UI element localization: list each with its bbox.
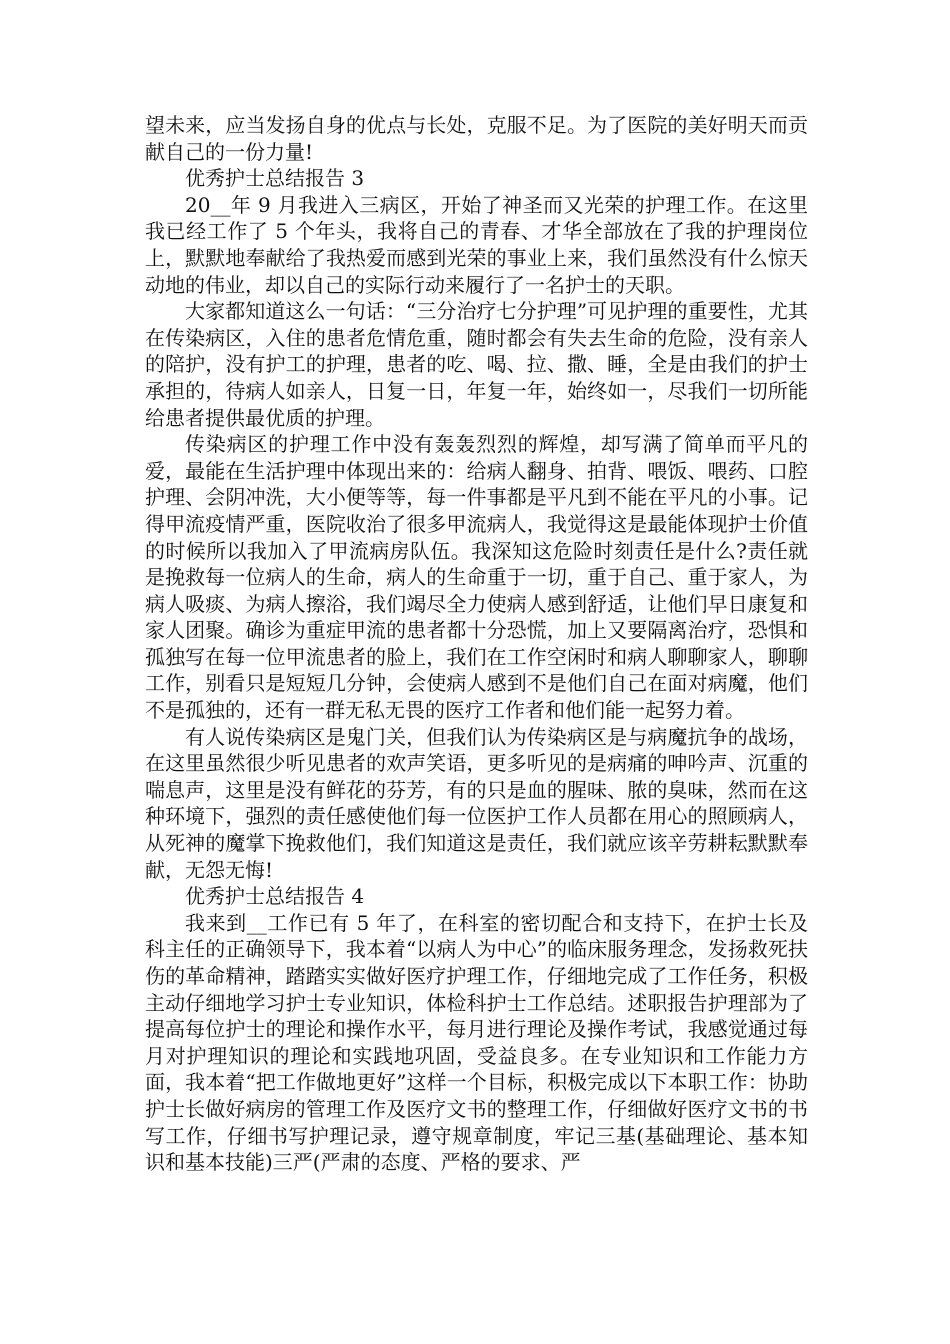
section-heading: 优秀护士总结报告 4 — [185, 884, 365, 909]
paragraph: 传染病区的护理工作中没有轰轰烈烈的辉煌，却写满了简单而平凡的爱，最能在生活护理中体现出来的：给病人翻身、拍背、喂饭、喂药、口腔护理、会阴冲洗，大小便等等，每一件事都是平凡到不能在平凡的小事。记得甲流疫情严重，医院收治了很多甲流病人，我觉得这是最能体现护士价值的时候所以我加入了甲流病房队伍。我深知这危险时刻责任是什么?责任就是挽救每一位病人的生命，病人的生命重于一切，重于自己、重于家人，为病人吸痰、为病人擦浴，我们竭尽全力使病人感到舒适，让他们早日康复和家人团聚。确诊为重症甲流的患者都十分恐慌，加上又要隔离治疗，恐惧和孤独写在每一位甲流患者的脸上，我们在工作空闲时和病人聊聊家人，聊聊工作，别看只是短短几分钟，会使病人感到不是他们自己在面对病魔，他们不是孤独的，还有一群无私无畏的医疗工作者和他们能一起努力着。 — [145, 432, 808, 723]
document-page — [145, 112, 808, 1176]
paragraph: 我来到__工作已有 5 年了，在科室的密切配合和支持下，在护士长及科主任的正确领导下，我本着“以病人为中心”的临床服务理念，发扬救死扶伤的革命精神，踏踏实实做好医疗护理工作，仔细地完成了工作任务，积极主动仔细地学习护士专业知识，体检科护士工作总结。述职报告护理部为了提高每位护士的理论和操作水平，每月进行理论及操作考试，我感觉通过每月对护理知识的理论和实践地巩固，受益良多。在专业知识和工作能力方面，我本着“把工作做地更好”这样一个目标，积极完成以下本职工作：协助护士长做好病房的管理工作及医疗文书的整理工作，仔细做好医疗文书的书写工作，仔细书写护理记录，遵守规章制度，牢记三基(基础理论、基本知识和基本技能)三严(严肃的态度、严格的要求、严 — [145, 910, 808, 1175]
paragraph: 大家都知道这么一句话：“三分治疗七分护理”可见护理的重要性，尤其在传染病区，入住的患者危情危重，随时都会有失去生命的危险，没有亲人的陪护，没有护工的护理，患者的吃、喝、拉、撒、睡，全是由我们的护士承担的，待病人如亲人，日复一日，年复一年，始终如一，尽我们一切所能给患者提供最优质的护理。 — [145, 299, 808, 430]
paragraph: 望未来，应当发扬自身的优点与长处，克服不足。为了医院的美好明天而贡献自己的一份力量! — [145, 113, 808, 164]
paragraph: 有人说传染病区是鬼门关，但我们认为传染病区是与病魔抗争的战场，在这里虽然很少听见患者的欢声笑语，更多听见的是病痛的呻吟声、沉重的喘息声，这里是没有鲜花的芬芳，有的只是血的腥味、脓的臭味，然而在这种环境下，强烈的责任感使他们每一位医护工作人员都在用心的照顾病人，从死神的魔掌下挽救他们，我们知道这是责任，我们就应该辛劳耕耘默默奉献，无怨无悔! — [145, 724, 808, 882]
paragraph: 20__年 9 月我进入三病区，开始了神圣而又光荣的护理工作。在这里我已经工作了 5 个年头，我将自己的青春、才华全部放在了我的护理岗位上，默默地奉献给了我热爱而感到光荣的事业上来，我们虽然没有什么惊天动地的伟业，却以自己的实际行动来履行了一名护士的天职。 — [145, 192, 808, 297]
section-heading: 优秀护士总结报告 3 — [185, 166, 365, 191]
